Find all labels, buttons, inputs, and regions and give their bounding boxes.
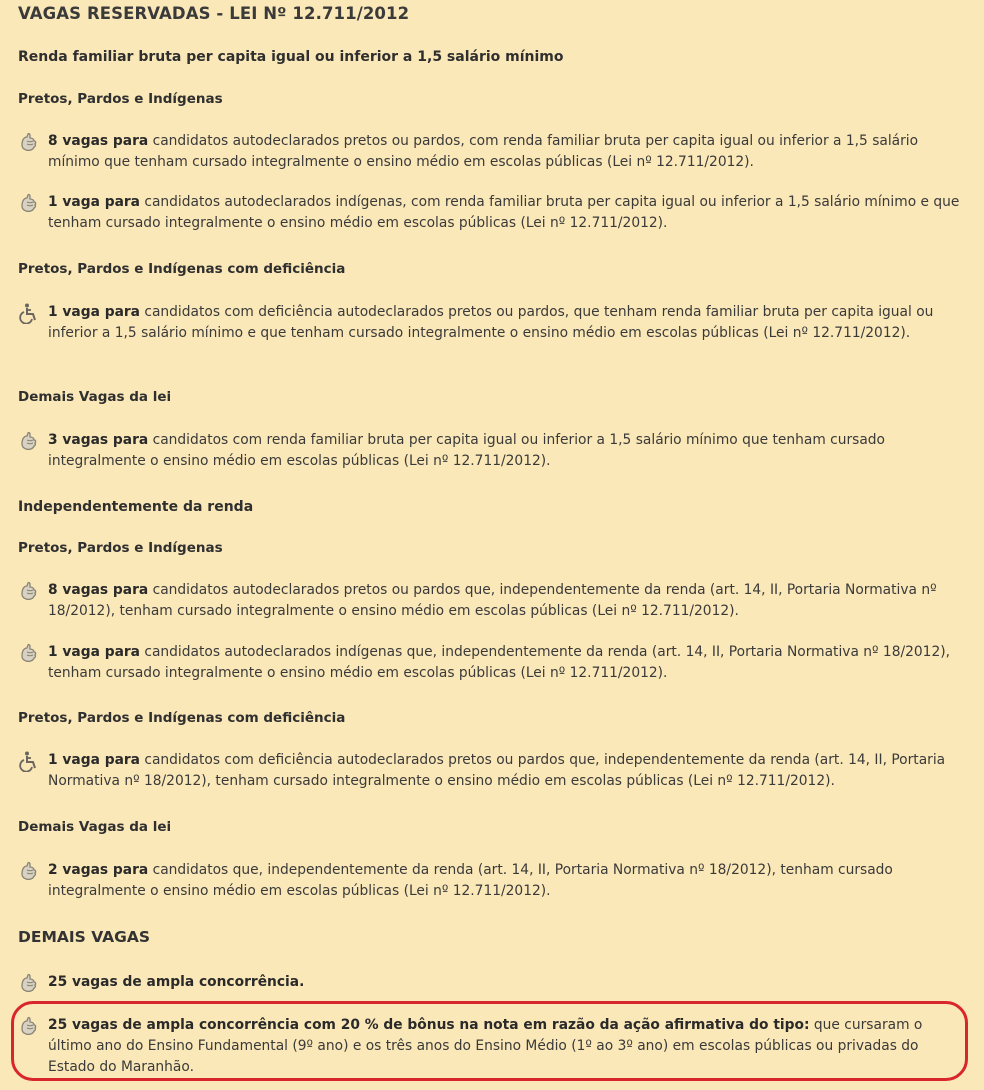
item-bold: 1 vaga para xyxy=(48,194,140,210)
hand-icon xyxy=(18,580,40,602)
item-text xyxy=(48,430,966,472)
item-description: candidatos autodeclarados indígenas que, independentemente da renda (art. 14, II, Portaria Normativa nº 18/2012), tenham cursado integralmente o ensino médio em escolas públicas (Lei nº 12.711/2012). xyxy=(48,644,951,681)
item-text xyxy=(48,580,966,622)
item-description: candidatos autodeclarados pretos ou pardos que, independentemente da renda (art. 14, II, Portaria Normativa nº 18/2012), tenham cursado integralmente o ensino médio em escolas públicas (Lei nº 12.711/2012). xyxy=(48,582,937,619)
item-bold: 25 vagas de ampla concorrência. xyxy=(48,974,305,990)
item-text xyxy=(48,972,304,993)
item-description: que cursaram o último ano do Ensino Fundamental (9º ano) e os três anos do Ensino Médio (1º ao 3º ano) em escolas públicas ou privadas do Estado do Maranhão. xyxy=(48,1017,923,1075)
item-bold: 25 vagas de ampla concorrência com 20 % de bônus na nota em razão da ação afirmativa do tipo: xyxy=(48,1017,810,1033)
hand-icon xyxy=(18,642,40,664)
hand-icon xyxy=(18,860,40,882)
wheelchair-icon xyxy=(18,302,40,324)
item-text xyxy=(48,642,966,684)
list-item xyxy=(18,972,966,994)
list-item xyxy=(18,750,966,792)
item-description: candidatos autodeclarados indígenas, com renda familiar bruta per capita igual ou inferior a 1,5 salário mínimo e que tenham cursado integralmente o ensino médio em escolas públicas (Lei nº 12.711/2012). xyxy=(48,194,960,231)
wheelchair-icon xyxy=(18,750,40,772)
item-description: candidatos com deficiência autodeclarados pretos ou pardos que, independentemente da renda (art. 14, II, Portaria Normativa nº 18/2012), tenham cursado integralmente o ensino médio em escolas públicas (Lei nº 12.711/2012). xyxy=(48,752,946,789)
category-ppi-heading-2: Pretos, Pardos e Indígenas xyxy=(18,540,223,556)
list-item xyxy=(18,430,966,472)
item-bold: 1 vaga para xyxy=(48,644,140,660)
item-bold: 1 vaga para xyxy=(48,752,140,768)
page-title: VAGAS RESERVADAS - LEI Nº 12.711/2012 xyxy=(18,4,410,23)
hand-icon xyxy=(18,430,40,452)
category-ppi-def-heading-2: Pretos, Pardos e Indígenas com deficiência xyxy=(18,710,346,726)
item-text xyxy=(48,302,966,344)
list-item xyxy=(18,580,966,622)
item-description: candidatos com deficiência autodeclarados pretos ou pardos, que tenham renda familiar bruta per capita igual ou inferior a 1,5 salário mínimo e que tenham cursado integralmente o ensino médio em escolas públicas (Lei nº 12.711/2012). xyxy=(48,304,934,341)
item-text xyxy=(48,1015,966,1078)
item-text xyxy=(48,860,966,902)
list-item xyxy=(18,192,966,234)
item-text xyxy=(48,192,966,234)
item-text xyxy=(48,131,966,173)
list-item xyxy=(18,642,966,684)
section-income-heading: Renda familiar bruta per capita igual ou inferior a 1,5 salário mínimo xyxy=(18,49,564,65)
item-bold: 8 vagas para xyxy=(48,133,149,149)
item-description: candidatos com renda familiar bruta per capita igual ou inferior a 1,5 salário mínimo que tenham cursado integralmente o ensino médio em escolas públicas (Lei nº 12.711/2012). xyxy=(48,432,885,469)
hand-icon xyxy=(18,1015,40,1037)
list-item-highlighted xyxy=(18,1015,966,1078)
hand-icon xyxy=(18,972,40,994)
item-bold: 8 vagas para xyxy=(48,582,149,598)
item-text xyxy=(48,750,966,792)
section-independent-heading: Independentemente da renda xyxy=(18,499,254,515)
hand-icon xyxy=(18,192,40,214)
category-ppi-def-heading: Pretos, Pardos e Indígenas com deficiência xyxy=(18,261,346,277)
item-description: candidatos que, independentemente da renda (art. 14, II, Portaria Normativa nº 18/2012), tenham cursado integralmente o ensino médio em escolas públicas (Lei nº 12.711/2012). xyxy=(48,862,893,899)
item-bold: 1 vaga para xyxy=(48,304,140,320)
category-demais-lei-heading-2: Demais Vagas da lei xyxy=(18,819,172,835)
item-bold: 2 vagas para xyxy=(48,862,149,878)
list-item xyxy=(18,860,966,902)
hand-icon xyxy=(18,131,40,153)
list-item xyxy=(18,302,966,344)
category-ppi-heading: Pretos, Pardos e Indígenas xyxy=(18,91,223,107)
list-item xyxy=(18,131,966,173)
item-bold: 3 vagas para xyxy=(48,432,149,448)
item-description: candidatos autodeclarados pretos ou pardos, com renda familiar bruta per capita igual ou inferior a 1,5 salário mínimo que tenham cursado integralmente o ensino médio em escolas públicas (Lei nº 12.711/2012). xyxy=(48,133,919,170)
demais-vagas-heading: DEMAIS VAGAS xyxy=(18,928,151,946)
category-demais-lei-heading: Demais Vagas da lei xyxy=(18,389,172,405)
